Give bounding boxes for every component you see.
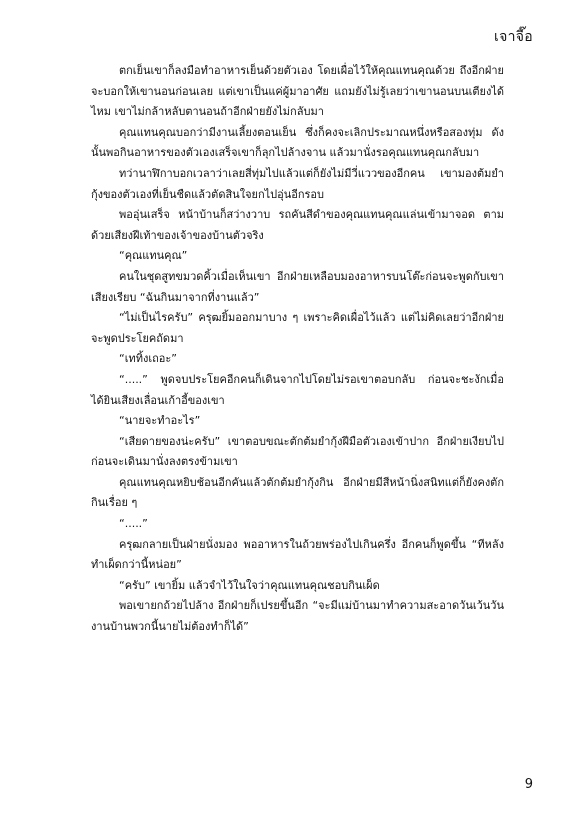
dialogue-line: “เททิ้งเถอะ”	[119, 352, 177, 366]
paragraph: ครุฒกลายเป็นฝ่ายนั่งมอง พออาหารในถ้วยพร่องไปเกินครึ่ง อีกคนก็พูดขึ้น “ทีหลังทำเผ็ดกว่านี้หน่อย”	[91, 537, 504, 572]
body-text	[91, 61, 504, 638]
dialogue-line: “.....”	[119, 517, 148, 531]
running-header: เจาจี๊อ	[494, 29, 533, 45]
paragraph: พอเขายกถ้วยไปล้าง อีกฝ่ายก็เปรยขึ้นอีก “จะมีแม่บ้านมาทำความสะอาดวันเว้นวัน งานบ้านพวกนี้นายไม่ต้องทำก็ได้”	[91, 599, 504, 634]
paragraph: ตกเย็นเขาก็ลงมือทำอาหารเย็นด้วยตัวเอง โดยเผื่อไว้ให้คุณแทนคุณด้วย ถึงอีกฝ่ายจะบอกให้เขานอนก่อนเลย แต่เขาเป็นแค่ผู้มาอาศัย แถมยังไม่รู้เลยว่าเขานอนบนเตียงได้ไหม เขาไม่กล้าหลับตานอนถ้าอีกฝ่ายยังไม่กลับมา	[91, 64, 504, 119]
paragraph: “.....” พูดจบประโยคอีกคนก็เดินจากไปโดยไม่รอเขาตอบกลับ ก่อนจะชะงักเมื่อได้ยินเสียงเลื่อนเก้าอี้ของเขา	[91, 372, 504, 407]
paragraph: พออุ่นเสร็จ หน้าบ้านก็สว่างวาบ รถคันสีดำของคุณแทนคุณแล่นเข้ามาจอด ตามด้วยเสียงฝีเท้าของเจ้าของบ้านตัวจริง	[91, 208, 504, 242]
paragraph: คุณแทนคุณหยิบช้อนอีกคันแล้วตักต้มยำกุ้งกิน อีกฝ่ายมีสีหน้านิ่งสนิทแต่ก็ยังคงตักกินเรื่อย ๆ	[91, 475, 504, 510]
paragraph: คุณแทนคุณบอกว่ามีงานเลี้ยงตอนเย็น ซึ่งก็คงจะเลิกประมาณหนึ่งหรือสองทุ่ม ดังนั้นพอกินอาหารของตัวเองเสร็จเขาก็ลุกไปล้างจาน แล้วมานั่งรอคุณแทนคุณกลับมา	[91, 125, 504, 160]
paragraph: “เสียดายของน่ะครับ” เขาตอบขณะตักต้มยำกุ้งฝีมือตัวเองเข้าปาก อีกฝ่ายเงียบไป ก่อนจะเดินมานั่งลงตรงข้ามเขา	[91, 434, 504, 469]
paragraph: ทว่านาฬิกาบอกเวลาว่าเลยสี่ทุ่มไปแล้วแต่ก็ยังไม่มีวี่แววของอีกคน เขามองต้มยำกุ้งของตัวเองที่เย็นชืดแล้วตัดสินใจยกไปอุ่นอีกรอบ	[91, 166, 504, 201]
paragraph: คนในชุดสูทขมวดคิ้วเมื่อเห็นเขา อีกฝ่ายเหลือบมองอาหารบนโต๊ะก่อนจะพูดกับเขาเสียงเรียบ “ฉันกินมาจากที่งานแล้ว”	[91, 269, 504, 304]
paragraph: “ครับ” เขายิ้ม แล้วจำไว้ในใจว่าคุณแทนคุณชอบกินเผ็ด	[119, 578, 380, 592]
dialogue-line: “คุณแทนคุณ”	[119, 249, 188, 263]
paragraph: “ไม่เป็นไรครับ” ครุฒยิ้มออกมาบาง ๆ เพราะคิดเผื่อไว้แล้ว แต่ไม่คิดเลยว่าอีกฝ่ายจะพูดประโยคถัดมา	[91, 311, 504, 345]
page-number: 9	[524, 777, 533, 792]
dialogue-line: “นายจะทำอะไร”	[119, 414, 201, 428]
